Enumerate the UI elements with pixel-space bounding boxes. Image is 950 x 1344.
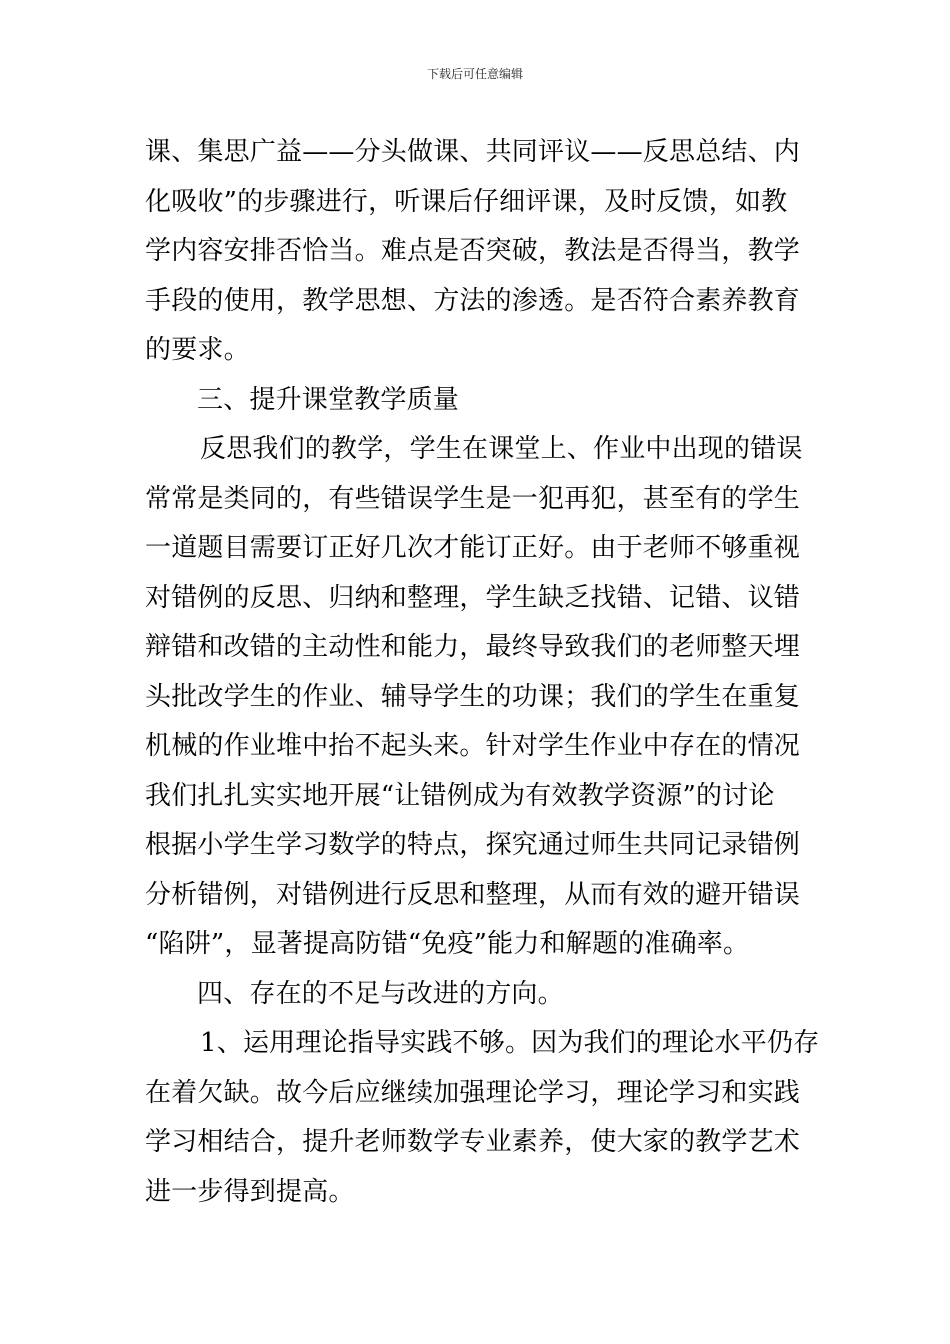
- body-line: “陷阱”，显著提高防错“免疫”能力和解题的准确率。: [145, 929, 750, 959]
- body-line: 课、集思广益——分头做课、共同评议——反思总结、内: [145, 137, 801, 167]
- body-line: 对错例的反思、归纳和整理，学生缺乏找错、记错、议错: [145, 582, 801, 613]
- body-line: 的要求。: [145, 335, 250, 365]
- body-line: 我们扎扎实实地开展“让错例成为有效教学资源”的讨论: [145, 780, 775, 811]
- document-body: [145, 128, 820, 1217]
- paragraph-first-line: 反思我们的教学，学生在课堂上、作业中出现的错误: [200, 434, 803, 464]
- body-line: 一道题目需要订正好几次才能订正好。由于老师不够重视: [145, 533, 801, 563]
- body-line: 常常是类同的，有些错误学生是一犯再犯，甚至有的学生: [145, 483, 801, 514]
- body-line: 辩错和改错的主动性和能力，最终导致我们的老师整天埋: [145, 632, 801, 662]
- body-line: 手段的使用，教学思想、方法的渗透。是否符合素养教育: [145, 285, 801, 316]
- body-line: 机械的作业堆中抬不起头来。针对学生作业中存在的情况: [145, 731, 801, 761]
- body-line: 在着欠缺。故今后应继续加强理论学习，理论学习和实践: [145, 1077, 801, 1108]
- body-line: 头批改学生的作业、辅导学生的功课；我们的学生在重复: [145, 681, 801, 712]
- body-line: 学习相结合，提升老师数学专业素养，使大家的教学艺术: [145, 1127, 801, 1157]
- paragraph-first-line: 1、运用理论指导实践不够。因为我们的理论水平仍存: [200, 1028, 820, 1058]
- section-heading: 四、存在的不足与改进的方向。: [197, 978, 564, 1009]
- body-line: 学内容安排否恰当。难点是否突破，教法是否得当，教学: [145, 236, 801, 266]
- body-line: 进一步得到提高。: [145, 1176, 355, 1207]
- body-line: 根据小学生学习数学的特点，探究通过师生共同记录错例: [145, 830, 801, 860]
- page-header: 下载后可任意编辑: [426, 67, 523, 81]
- section-heading: 三、提升课堂教学质量: [197, 384, 460, 415]
- body-line: 分析错例，对错例进行反思和整理，从而有效的避开错误: [145, 879, 801, 910]
- body-line: 化吸收”的步骤进行，听课后仔细评课，及时反馈，如教: [145, 186, 788, 217]
